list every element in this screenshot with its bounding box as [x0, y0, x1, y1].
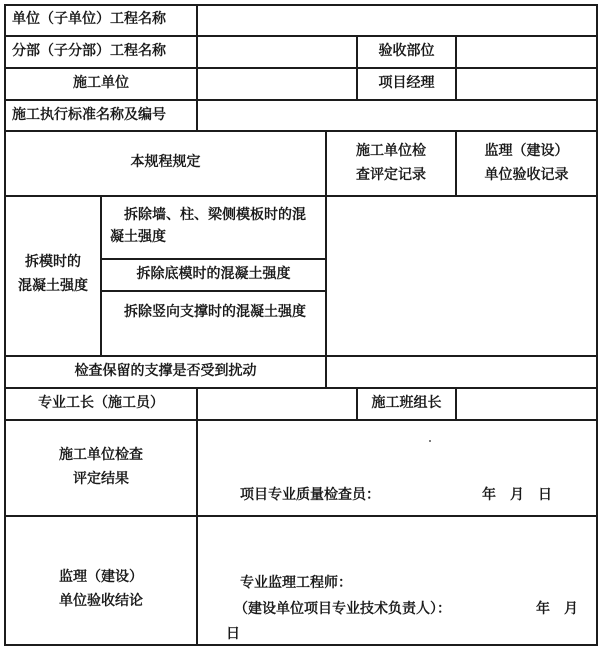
acceptance-part-label: 验收部位 — [378, 43, 435, 59]
rule — [596, 4, 598, 646]
owner-representative-label: （建设单位项目专业技术负责人）： — [234, 601, 451, 617]
demolding-item-bottom-form: 拆除底模时的混凝土强度 — [136, 266, 291, 282]
supervising-engineer-label: 专业监理工程师： — [240, 575, 352, 591]
rule — [325, 130, 327, 196]
rule — [4, 644, 598, 646]
supervision-conclusion-label-line1: 监理（建设） — [59, 569, 143, 585]
rule — [455, 130, 457, 196]
construction-result-label-line2: 评定结果 — [73, 471, 129, 487]
rule — [4, 99, 598, 101]
supervision-conclusion-label-line2: 单位验收结论 — [59, 593, 143, 609]
rule — [100, 290, 325, 292]
rule — [4, 4, 598, 6]
team-leader-label: 施工班组长 — [371, 395, 442, 411]
supervision-check-header-line2: 单位验收记录 — [484, 167, 569, 183]
rule — [4, 419, 598, 421]
project-manager-label: 项目经理 — [378, 75, 435, 91]
rule — [4, 515, 598, 517]
rule — [325, 355, 327, 388]
construction-result-label-line1: 施工单位检查 — [59, 447, 143, 463]
rule — [4, 35, 598, 37]
construction-check-header-line2: 查评定记录 — [356, 167, 426, 183]
rule — [325, 195, 327, 356]
rule — [4, 67, 598, 69]
unit-project-name-label: 单位（子单位）工程名称 — [12, 11, 166, 27]
rule — [4, 195, 598, 197]
demolding-item-vertical-support: 拆除竖向支撑时的混凝土强度 — [124, 304, 306, 320]
support-check-label: 检查保留的支撑是否受到扰动 — [74, 363, 257, 379]
construction-unit-label: 施工单位 — [73, 75, 129, 91]
supervision-check-header-line1: 监理（建设） — [484, 143, 569, 159]
standard-name-code-label: 施工执行标准名称及编号 — [12, 107, 166, 123]
rule — [4, 130, 598, 132]
rule — [4, 387, 598, 389]
rule — [196, 99, 198, 131]
supervision-date-year-month: 年 月 — [536, 601, 578, 617]
quality-inspector-label: 项目专业质量检查员： — [240, 487, 380, 503]
rule — [196, 35, 198, 100]
inspection-date: 年 月 日 — [482, 487, 552, 503]
rule — [4, 4, 6, 646]
regulation-header: 本规程规定 — [130, 154, 201, 170]
demolding-item-wall-column-beam: 拆除墙、柱、梁侧模板时的混凝土强度 — [110, 207, 306, 245]
rule — [4, 355, 598, 357]
subdivision-project-name-label: 分部（子分部）工程名称 — [12, 43, 166, 59]
rule — [196, 4, 198, 36]
supervision-date-day: 日 — [226, 626, 240, 642]
rule — [455, 387, 457, 420]
foreman-label: 专业工长（施工员） — [38, 395, 164, 411]
construction-check-header-line1: 施工单位检 — [356, 143, 426, 159]
speck — [429, 440, 431, 442]
rule — [455, 35, 457, 100]
rule — [196, 387, 198, 646]
demolding-label-line1: 拆模时的 — [25, 254, 81, 270]
rule — [100, 258, 325, 260]
demolding-label-line2: 混凝土强度 — [18, 278, 88, 294]
